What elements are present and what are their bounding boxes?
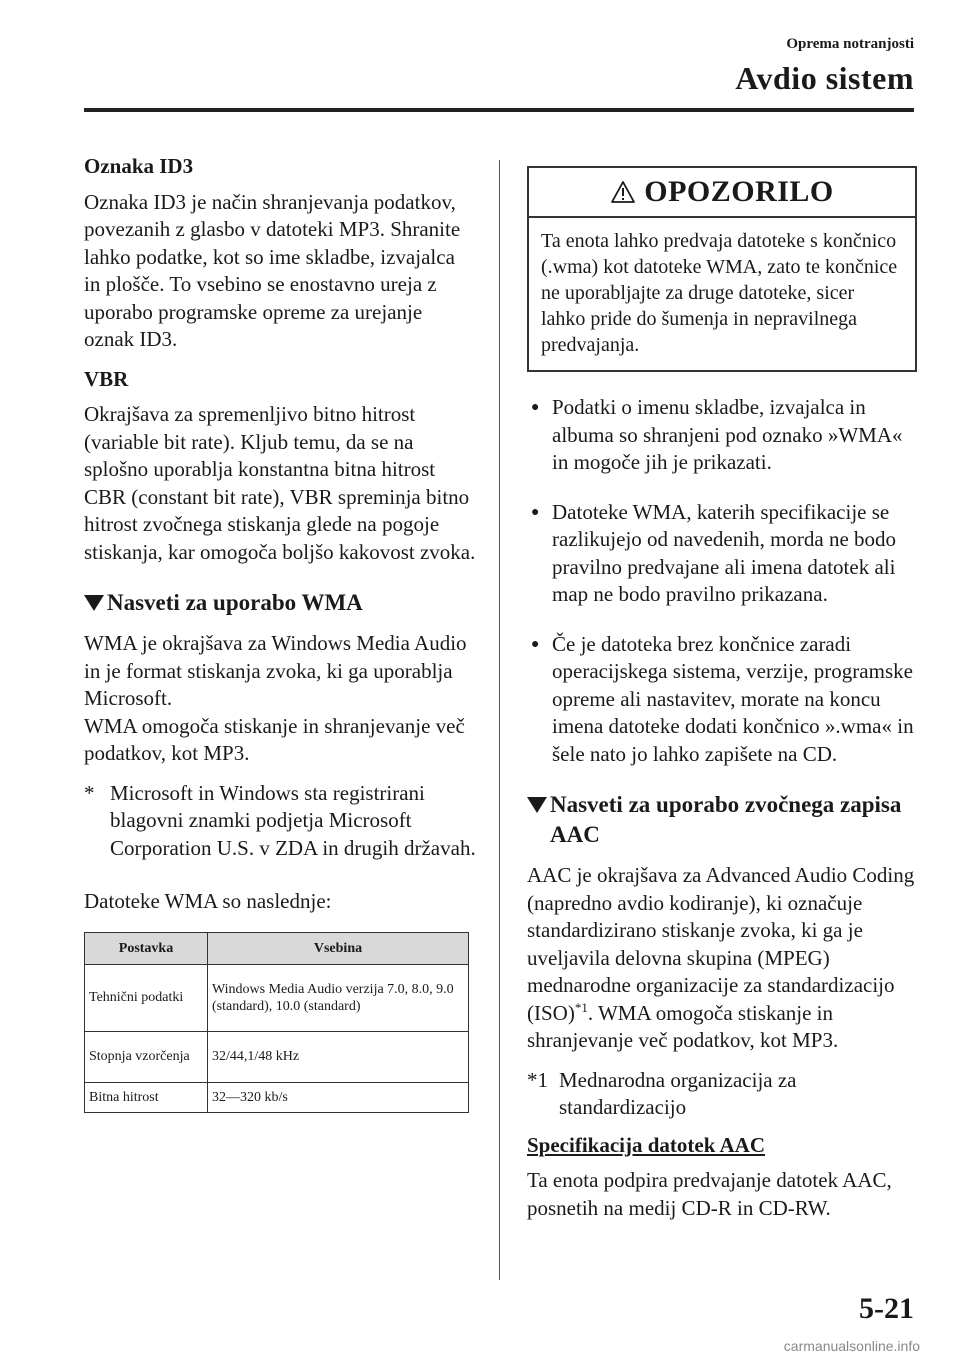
wma-spec-table: [84, 932, 469, 1113]
note-asterisk: *: [84, 780, 95, 805]
wma-bullet-list: [527, 394, 917, 768]
warning-triangle-icon: [610, 180, 636, 204]
aac-text-b: . WMA omogoča stiskanje in shranjevanje več podatkov, kot MP3.: [527, 1000, 839, 1052]
aac-footnote-ref: *1: [574, 999, 588, 1015]
table-cell: Tehnični podatki: [85, 964, 208, 1031]
warning-text: Ta enota lahko predvaja datoteke s končnico (.wma) kot datoteke WMA, zato te končnice ne uporabljajte za druge datoteke, sicer lahko pride do šumenja in nepravilnega predvajanja.: [541, 230, 898, 356]
header-rule: [84, 108, 914, 112]
table-cell: Windows Media Audio verzija 7.0, 8.0, 9.0 (standard), 10.0 (standard): [208, 964, 469, 1031]
page-number: 5-21: [859, 1292, 914, 1325]
aac-text-a: AAC je okrajšava za Advanced Audio Coding (napredno avdio kodiranje), ki označuje standardizirano stiskanje zvoka, ki ga je uveljavila delovna skupina (MPEG) mednarodne organizacije za standardizacijo (ISO): [527, 863, 915, 1025]
table-row: [85, 1031, 469, 1082]
table-cell: 32—320 kb/s: [208, 1082, 469, 1112]
warning-box: [527, 166, 917, 372]
footnote-text: Mednarodna organizacija za standardizacijo: [559, 1067, 797, 1119]
list-item: [527, 394, 917, 477]
aac-heading: [527, 790, 917, 850]
table-cell: 32/44,1/48 kHz: [208, 1031, 469, 1082]
left-column: [84, 153, 476, 1113]
table-header-item: Postavka: [85, 932, 208, 964]
note-text: Microsoft in Windows sta registrirani blagovni znamki podjetja Microsoft Corporation U.S. v ZDA in drugih državah.: [110, 780, 476, 860]
list-item: [527, 499, 917, 609]
list-item-text: Datoteke WMA, katerih specifikacije se razlikujejo od navedenih, morda ne bodo pravilno predvajane ali imena datotek ali map ne bodo pravilno prikazana.: [552, 499, 897, 606]
table-header-content: Vsebina: [208, 932, 469, 964]
table-cell: Stopnja vzorčenja: [85, 1031, 208, 1082]
id3-text: Oznaka ID3 je način shranjevanja podatkov, povezanih z glasbo v datoteki MP3. Shranite lahko podatke, kot so ime skladbe, izvajalca in plošče. To vsebino se enostavno ureja z uporabo programske opreme za urejanje oznak ID3.: [84, 189, 461, 351]
table-row: [85, 1082, 469, 1112]
list-item: [527, 631, 917, 769]
footnote-mark: *1: [527, 1067, 548, 1092]
aac-footnote: [527, 1067, 917, 1122]
right-column: [527, 166, 917, 1234]
id3-title: Oznaka ID3: [84, 154, 194, 178]
table-row: [85, 964, 469, 1031]
section-subtitle: Oprema notranjosti: [786, 36, 914, 52]
table-cell: Bitna hitrost: [85, 1082, 208, 1112]
files-intro: Datoteke WMA so naslednje:: [84, 889, 332, 913]
bullet-icon: ●: [531, 636, 540, 652]
bullet-icon: ●: [531, 504, 540, 520]
watermark: carmanualsonline.info: [783, 1338, 920, 1354]
bullet-icon: ●: [531, 400, 540, 415]
wma-heading-text: Nasveti za uporabo WMA: [107, 590, 363, 615]
section-title: Avdio sistem: [735, 60, 914, 96]
column-divider: [499, 160, 500, 1280]
wma-heading: [84, 588, 476, 618]
list-item-text: Podatki o imenu skladbe, izvajalca in albuma so shranjeni pod oznako »WMA« in mogoče jih je prikazati.: [552, 395, 903, 474]
aac-spec-text: Ta enota podpira predvajanje datotek AAC, posnetih na medij CD-R in CD-RW.: [527, 1168, 892, 1220]
triangle-marker-icon: [84, 595, 104, 611]
aac-heading-text: Nasveti za uporabo zvočnega zapisa AAC: [550, 792, 902, 847]
warning-header: [529, 168, 915, 218]
trademark-note: [84, 780, 476, 863]
triangle-marker-icon: [527, 797, 547, 813]
aac-text: [527, 862, 917, 1055]
vbr-text: Okrajšava za spremenljivo bitno hitrost (variable bit rate). Kljub temu, da se na splošno uporablja konstantna bitna hitrost CBR (constant bit rate), VBR spreminja bitno hitrost zvočnega stiskanja glede na pogoje stiskanja, kar omogoča boljšo kakovost zvoka.: [84, 402, 476, 564]
vbr-title: VBR: [84, 366, 129, 391]
list-item-text: Če je datoteka brez končnice zaradi operacijskega sistema, verzije, programske opreme ali nastavitev, morate na koncu imena datoteke dodati končnico ».wma« in šele nato jo lahko zapišete na CD.: [552, 631, 914, 766]
table-header-row: [85, 932, 469, 964]
warning-title: OPOZORILO: [644, 175, 834, 209]
wma-text-1: WMA je okrajšava za Windows Media Audio in je format stiskanja zvoka, ki ga uporablja Microsoft.: [84, 631, 467, 710]
aac-spec-heading: Specifikacija datotek AAC: [527, 1132, 765, 1157]
wma-text-2: WMA omogoča stiskanje in shranjevanje več podatkov, kot MP3.: [84, 713, 465, 765]
